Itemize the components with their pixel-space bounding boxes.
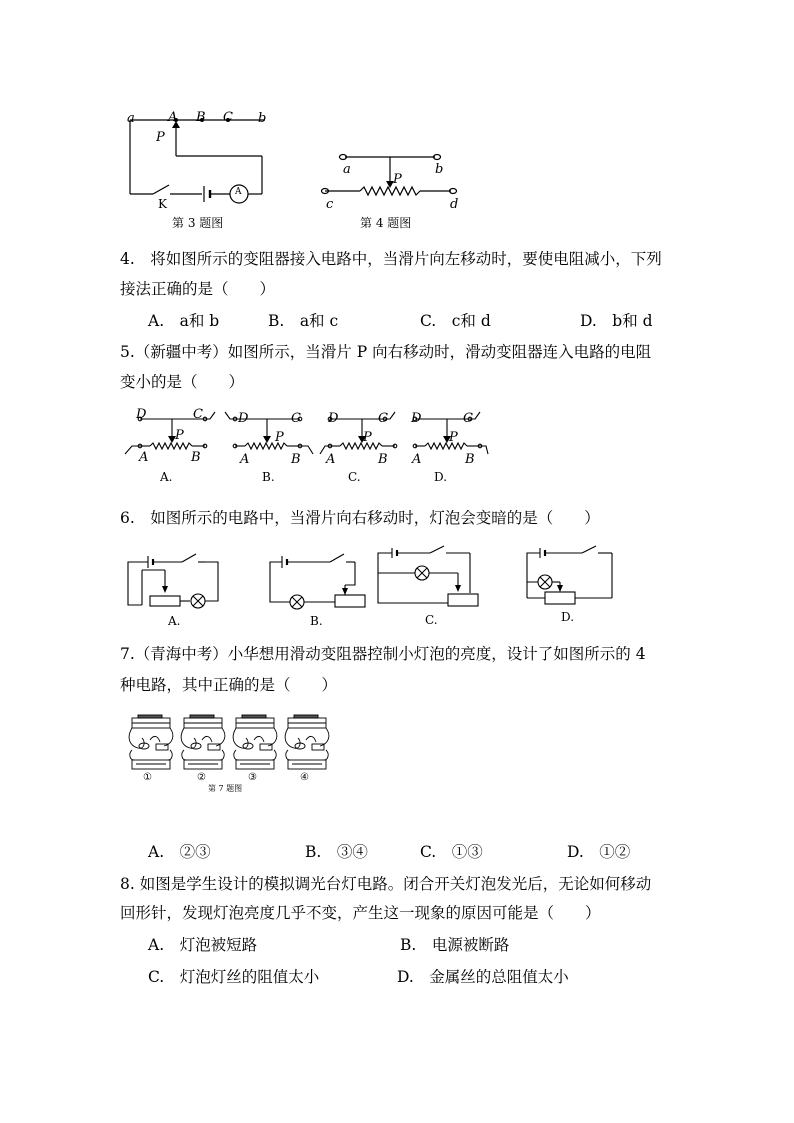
q5-c-label-P: P: [363, 430, 372, 445]
q7-option-c: C. ①③: [420, 843, 483, 861]
fig3-label-K: K: [158, 197, 167, 211]
q6-caption-a: A.: [168, 614, 181, 628]
fig4-label-a: a: [343, 162, 351, 177]
q7-option-b: B. ③④: [305, 843, 368, 861]
q5-d-label-P: P: [449, 430, 458, 445]
q7-fig-caption: 第 7 题图: [208, 784, 243, 793]
q5-caption-c: C.: [348, 470, 361, 484]
q7-fig-number-4: ④: [300, 772, 309, 783]
q5-a-label-P: P: [175, 428, 184, 443]
q4-stem-line2: 接法正确的是（ ）: [120, 280, 276, 298]
q7-figures: [128, 710, 338, 780]
q5-b-label-D: D: [238, 411, 249, 426]
q7-stem-line1: 7.（青海中考）小华想用滑动变阻器控制小灯泡的亮度，设计了如图所示的 4: [120, 645, 646, 663]
fig3-ammeter-label: A: [235, 187, 242, 197]
q7-stem-line2: 种电路，其中正确的是（ ）: [120, 676, 338, 694]
q5-c-label-A: A: [326, 452, 336, 467]
q8-stem-line2: 回形针，发现灯泡亮度几乎不变，产生这一现象的原因可能是（ ）: [120, 904, 601, 922]
q5-c-label-D: D: [328, 411, 339, 426]
q5-b-label-B: B: [291, 452, 301, 467]
q6-stem: 6. 如图所示的电路中，当滑片向右移动时，灯泡会变暗的是（ ）: [120, 509, 600, 527]
q5-stem-line1: 5.（新疆中考）如图所示，当滑片 P 向右移动时，滑动变阻器连入电路的电阻: [120, 343, 652, 361]
q5-a-label-A: A: [139, 450, 149, 465]
q7-option-d: D. ①②: [567, 843, 631, 861]
q8-option-a: A. 灯泡被短路: [148, 936, 258, 954]
q7-option-a: A. ②③: [148, 843, 211, 861]
fig4-label-c: c: [326, 197, 334, 212]
fig4-label-b: b: [435, 162, 444, 177]
q5-b-label-C: C: [291, 411, 301, 426]
q5-stem-line2: 变小的是（ ）: [120, 373, 245, 391]
fig3-label-A: A: [168, 110, 178, 125]
q6-figures: [120, 540, 620, 630]
q7-fig-number-2: ②: [197, 772, 206, 783]
q4-option-b: B. a和 c: [268, 312, 339, 330]
q5-c-label-C: C: [378, 411, 388, 426]
fig3-label-P: P: [156, 130, 165, 145]
q4-stem-line1: 4. 将如图所示的变阻器接入电路中，当滑片向左移动时，要使电阻减小，下列: [120, 250, 662, 268]
fig4-label-P: P: [393, 172, 402, 187]
fig3-caption: 第 3 题图: [172, 216, 224, 230]
q5-a-label-C: C: [193, 407, 203, 422]
q8-stem-line1: 8. 如图是学生设计的模拟调光台灯电路。闭合开关灯泡发光后，无论如何移动: [120, 875, 652, 893]
figure-4-rheostat: [315, 145, 465, 215]
q8-option-c: C. 灯泡灯丝的阻值太小: [148, 968, 320, 986]
fig3-label-a: a: [127, 111, 135, 126]
q5-a-label-D: D: [136, 407, 147, 422]
q8-option-d: D. 金属丝的总阻值太小: [397, 968, 569, 986]
fig3-label-b: b: [258, 111, 267, 126]
q8-option-b: B. 电源被断路: [400, 936, 510, 954]
q5-caption-a: A.: [160, 470, 173, 484]
q6-caption-b: B.: [310, 614, 323, 628]
q5-d-label-B: B: [465, 452, 475, 467]
q5-c-label-B: B: [378, 452, 388, 467]
q7-fig-number-1: ①: [143, 772, 152, 783]
q5-a-label-B: B: [191, 450, 201, 465]
q4-option-d: D. b和 d: [580, 312, 653, 330]
q5-d-label-C: C: [463, 411, 473, 426]
q4-option-a: A. a和 b: [148, 312, 220, 330]
q5-caption-d: D.: [434, 470, 448, 484]
q5-d-label-D: D: [411, 411, 422, 426]
figure-3-circuit: [120, 108, 280, 228]
q5-caption-b: B.: [262, 470, 275, 484]
fig3-label-C: C: [223, 110, 233, 125]
fig4-label-d: d: [450, 197, 459, 212]
fig3-label-B: B: [196, 110, 206, 125]
q5-d-label-A: A: [412, 452, 422, 467]
q5-b-label-P: P: [275, 430, 284, 445]
q7-fig-number-3: ③: [248, 772, 257, 783]
q4-option-c: C. c和 d: [420, 312, 491, 330]
q6-caption-d: D.: [561, 610, 575, 624]
q5-b-label-A: A: [240, 452, 250, 467]
q6-caption-c: C.: [425, 613, 438, 627]
fig4-caption: 第 4 题图: [360, 216, 412, 230]
